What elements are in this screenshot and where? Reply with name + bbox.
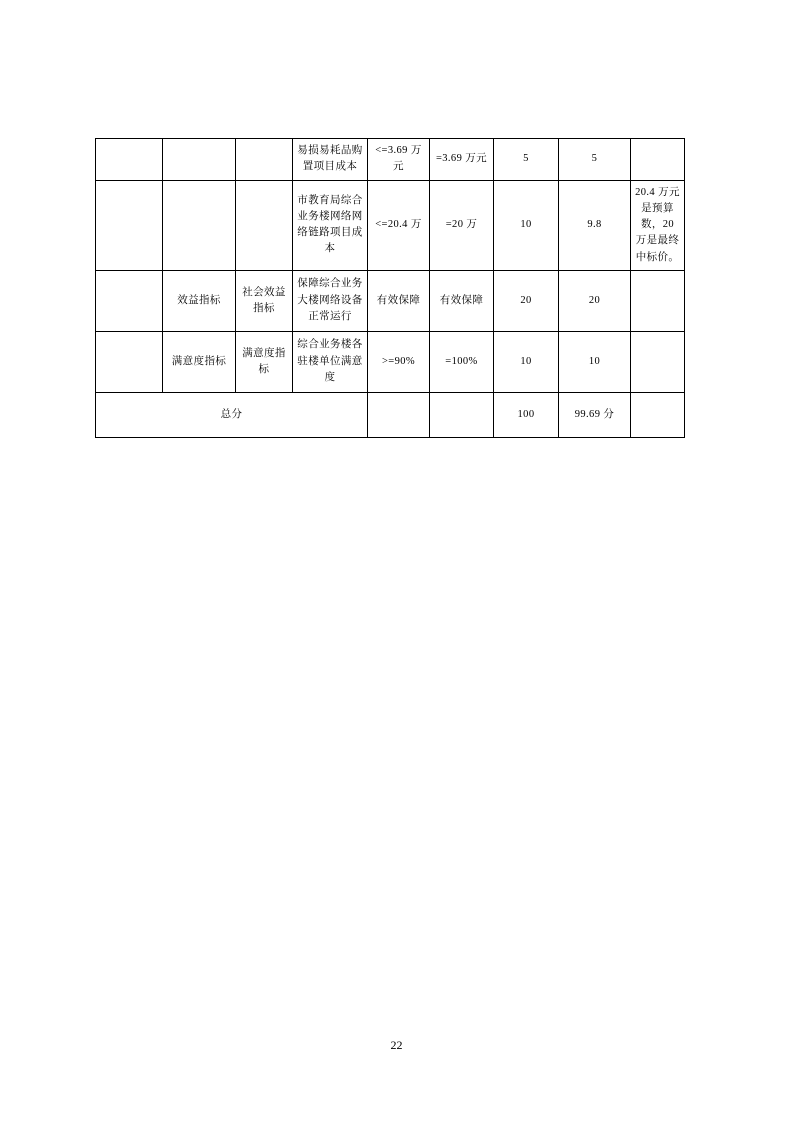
total-remark — [631, 392, 685, 437]
total-blank-actual — [430, 392, 494, 437]
cell-score-weight: 20 — [494, 270, 559, 331]
cell-score-obtained: 5 — [559, 139, 631, 181]
performance-indicator-table — [95, 138, 685, 438]
cell-score-weight: 10 — [494, 180, 559, 270]
cell-score-obtained: 20 — [559, 270, 631, 331]
cell-actual-value: =3.69 万元 — [430, 139, 494, 181]
cell-level3: 社会效益指标 — [236, 270, 293, 331]
cell-remark — [631, 139, 685, 181]
table-total-row — [96, 392, 685, 437]
cell-target-value: >=90% — [368, 331, 430, 392]
cell-target-value: <=20.4 万 — [368, 180, 430, 270]
cell-score-obtained: 9.8 — [559, 180, 631, 270]
cell-level1 — [96, 331, 163, 392]
cell-remark: 20.4 万元是预算数，20 万是最终中标价。 — [631, 180, 685, 270]
cell-score-obtained: 10 — [559, 331, 631, 392]
cell-score-weight: 10 — [494, 331, 559, 392]
cell-level2: 满意度指标 — [163, 331, 236, 392]
total-blank-target — [368, 392, 430, 437]
performance-indicator-table-wrap — [95, 138, 685, 438]
table-row — [96, 139, 685, 181]
cell-actual-value: 有效保障 — [430, 270, 494, 331]
page-number: 22 — [390, 1038, 403, 1052]
cell-actual-value: =20 万 — [430, 180, 494, 270]
cell-level1 — [96, 270, 163, 331]
cell-level1 — [96, 139, 163, 181]
cell-level3: 满意度指标 — [236, 331, 293, 392]
cell-actual-value: =100% — [430, 331, 494, 392]
total-label: 总分 — [96, 392, 368, 437]
table-row — [96, 331, 685, 392]
cell-level2: 效益指标 — [163, 270, 236, 331]
total-score-obtained: 99.69 分 — [559, 392, 631, 437]
cell-indicator-name: 综合业务楼各驻楼单位满意度 — [293, 331, 368, 392]
cell-target-value: <=3.69 万元 — [368, 139, 430, 181]
cell-level3 — [236, 139, 293, 181]
total-score-weight: 100 — [494, 392, 559, 437]
cell-indicator-name: 易损易耗品购置项目成本 — [293, 139, 368, 181]
cell-target-value: 有效保障 — [368, 270, 430, 331]
cell-remark — [631, 270, 685, 331]
cell-remark — [631, 331, 685, 392]
cell-indicator-name: 市教育局综合业务楼网络网络链路项目成本 — [293, 180, 368, 270]
cell-level1 — [96, 180, 163, 270]
cell-level2 — [163, 180, 236, 270]
cell-level3 — [236, 180, 293, 270]
cell-indicator-name: 保障综合业务大楼网络设备正常运行 — [293, 270, 368, 331]
table-row — [96, 270, 685, 331]
table-row — [96, 180, 685, 270]
cell-score-weight: 5 — [494, 139, 559, 181]
cell-level2 — [163, 139, 236, 181]
